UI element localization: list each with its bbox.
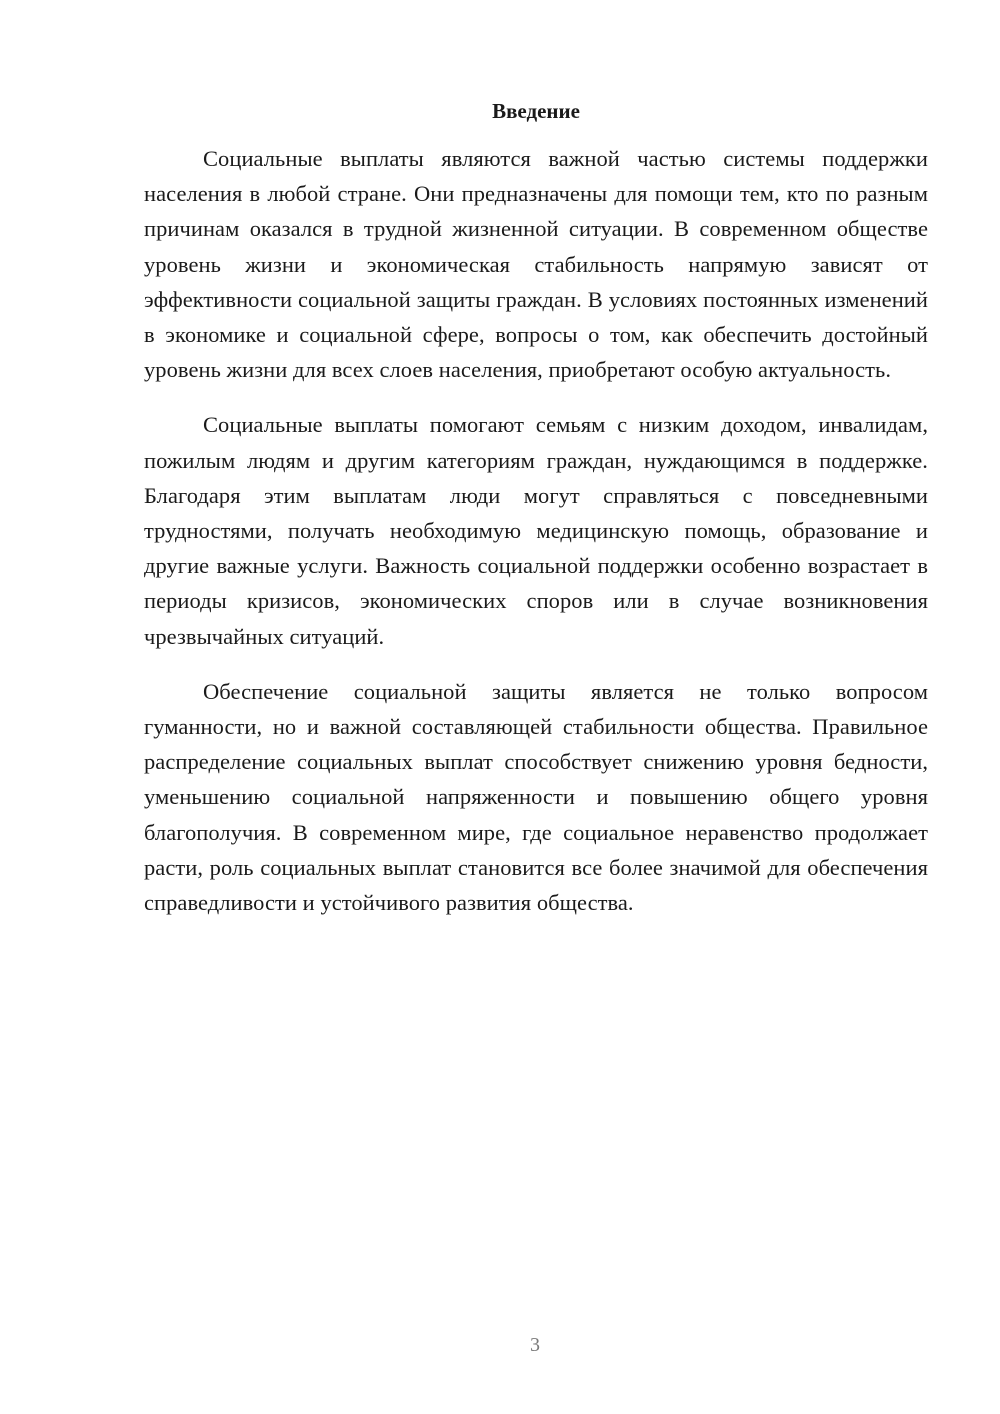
paragraph-2: Социальные выплаты помогают семьям с низким доходом, инвалидам, пожилым людям и другим категориям граждан, нуждающимся в поддержке. Благодаря этим выплатам люди могут справляться с повседневными трудностями, получать необходимую медицинскую помощь, образование и другие важные услуги. Важность социальной поддержки особенно возрастает в периоды кризисов, экономических споров или в случае возникновения чрезвычайных ситуаций. bbox=[144, 412, 928, 649]
section-heading: Введение bbox=[492, 99, 580, 123]
paragraph-3: Обеспечение социальной защиты является не только вопросом гуманности, но и важной составляющей стабильности общества. Правильное распределение социальных выплат способствует снижению уровня бедности, уменьшению социальной напряженности и повышению общего уровня благополучия. В современном мире, где социальное неравенство продолжает расти, роль социальных выплат становится все более значимой для обеспечения справедливости и устойчивого развития общества. bbox=[144, 678, 928, 916]
paragraph-1: Социальные выплаты являются важной частью системы поддержки населения в любой стране. Они предназначены для помощи тем, кто по разным причинам оказался в трудной жизненной ситуации. В современном обществе уровень жизни и экономическая стабильность напрямую зависят от эффективности социальной защиты граждан. В условиях постоянных изменений в экономике и социальной сфере, вопросы о том, как обеспечить достойный уровень жизни для всех слоев населения, приобретают особую актуальность. bbox=[144, 146, 928, 383]
page-body bbox=[144, 94, 928, 920]
page-number: 3 bbox=[530, 1334, 540, 1356]
